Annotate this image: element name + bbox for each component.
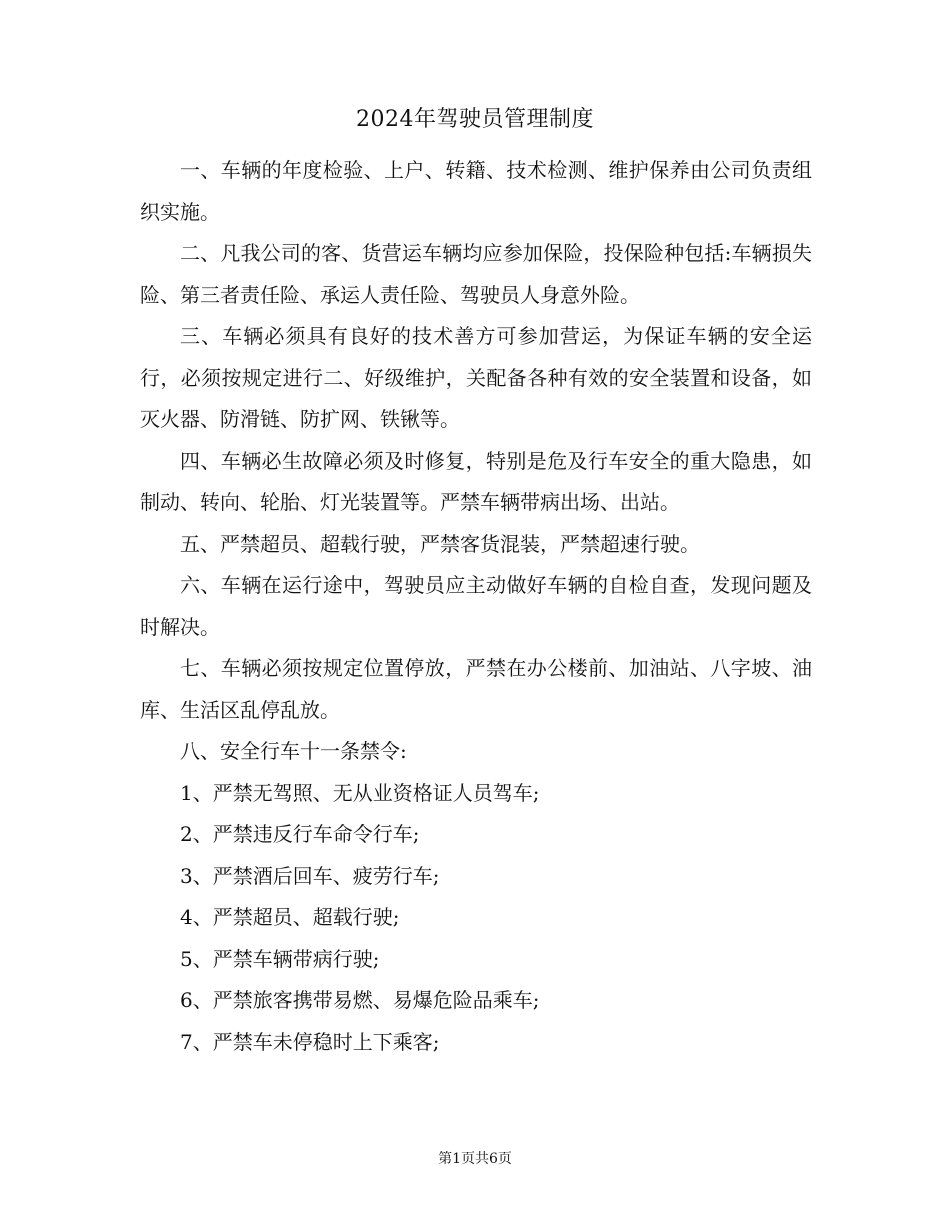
paragraph-2: 二、凡我公司的客、货营运车辆均应参加保险，投保险种包括:车辆损失险、第三者责任险、承运人责任险、驾驶员人身意外险。 bbox=[140, 241, 812, 307]
list-item-2: 2、严禁违反行车命令行车; bbox=[180, 822, 420, 846]
paragraph-8: 八、安全行车十一条禁令: bbox=[180, 739, 407, 763]
paragraph-1: 一、车辆的年度检验、上户、转籍、技术检测、维护保养由公司负责组织实施。 bbox=[140, 158, 812, 224]
document-body bbox=[140, 150, 812, 1063]
list-item-5: 5、严禁车辆带病行驶; bbox=[180, 946, 380, 971]
paragraph-5: 五、严禁超员、超载行驶，严禁客货混装，严禁超速行驶。 bbox=[180, 531, 700, 556]
page-number-footer: 第1页共6页 bbox=[438, 1151, 512, 1167]
paragraph-3: 三、车辆必须具有良好的技术善方可参加营运，为保证车辆的安全运行，必须按规定进行二、好级维护，关配备各种有效的安全装置和设备，如灭火器、防滑链、防扩网、铁锹等。 bbox=[140, 324, 812, 431]
paragraph-6: 六、车辆在运行途中，驾驶员应主动做好车辆的自检自查，发现问题及时解决。 bbox=[140, 573, 812, 639]
list-item-6: 6、严禁旅客携带易燃、易爆危险品乘车; bbox=[180, 988, 540, 1012]
paragraph-4: 四、车辆必生故障必须及时修复，特别是危及行车安全的重大隐患，如制动、转向、轮胎、灯光装置等。严禁车辆带病出场、出站。 bbox=[140, 448, 812, 514]
paragraph-7: 七、车辆必须按规定位置停放，严禁在办公楼前、加油站、八字坡、油库、生活区乱停乱放。 bbox=[140, 656, 812, 722]
list-item-7: 7、严禁车未停稳时上下乘客; bbox=[180, 1029, 440, 1054]
document-title: 2024年驾驶员管理制度 bbox=[356, 107, 594, 132]
list-item-3: 3、严禁酒后回车、疲劳行车; bbox=[180, 863, 440, 888]
list-item-4: 4、严禁超员、超载行驶; bbox=[180, 905, 400, 929]
list-item-1: 1、严禁无驾照、无从业资格证人员驾车; bbox=[180, 780, 540, 805]
